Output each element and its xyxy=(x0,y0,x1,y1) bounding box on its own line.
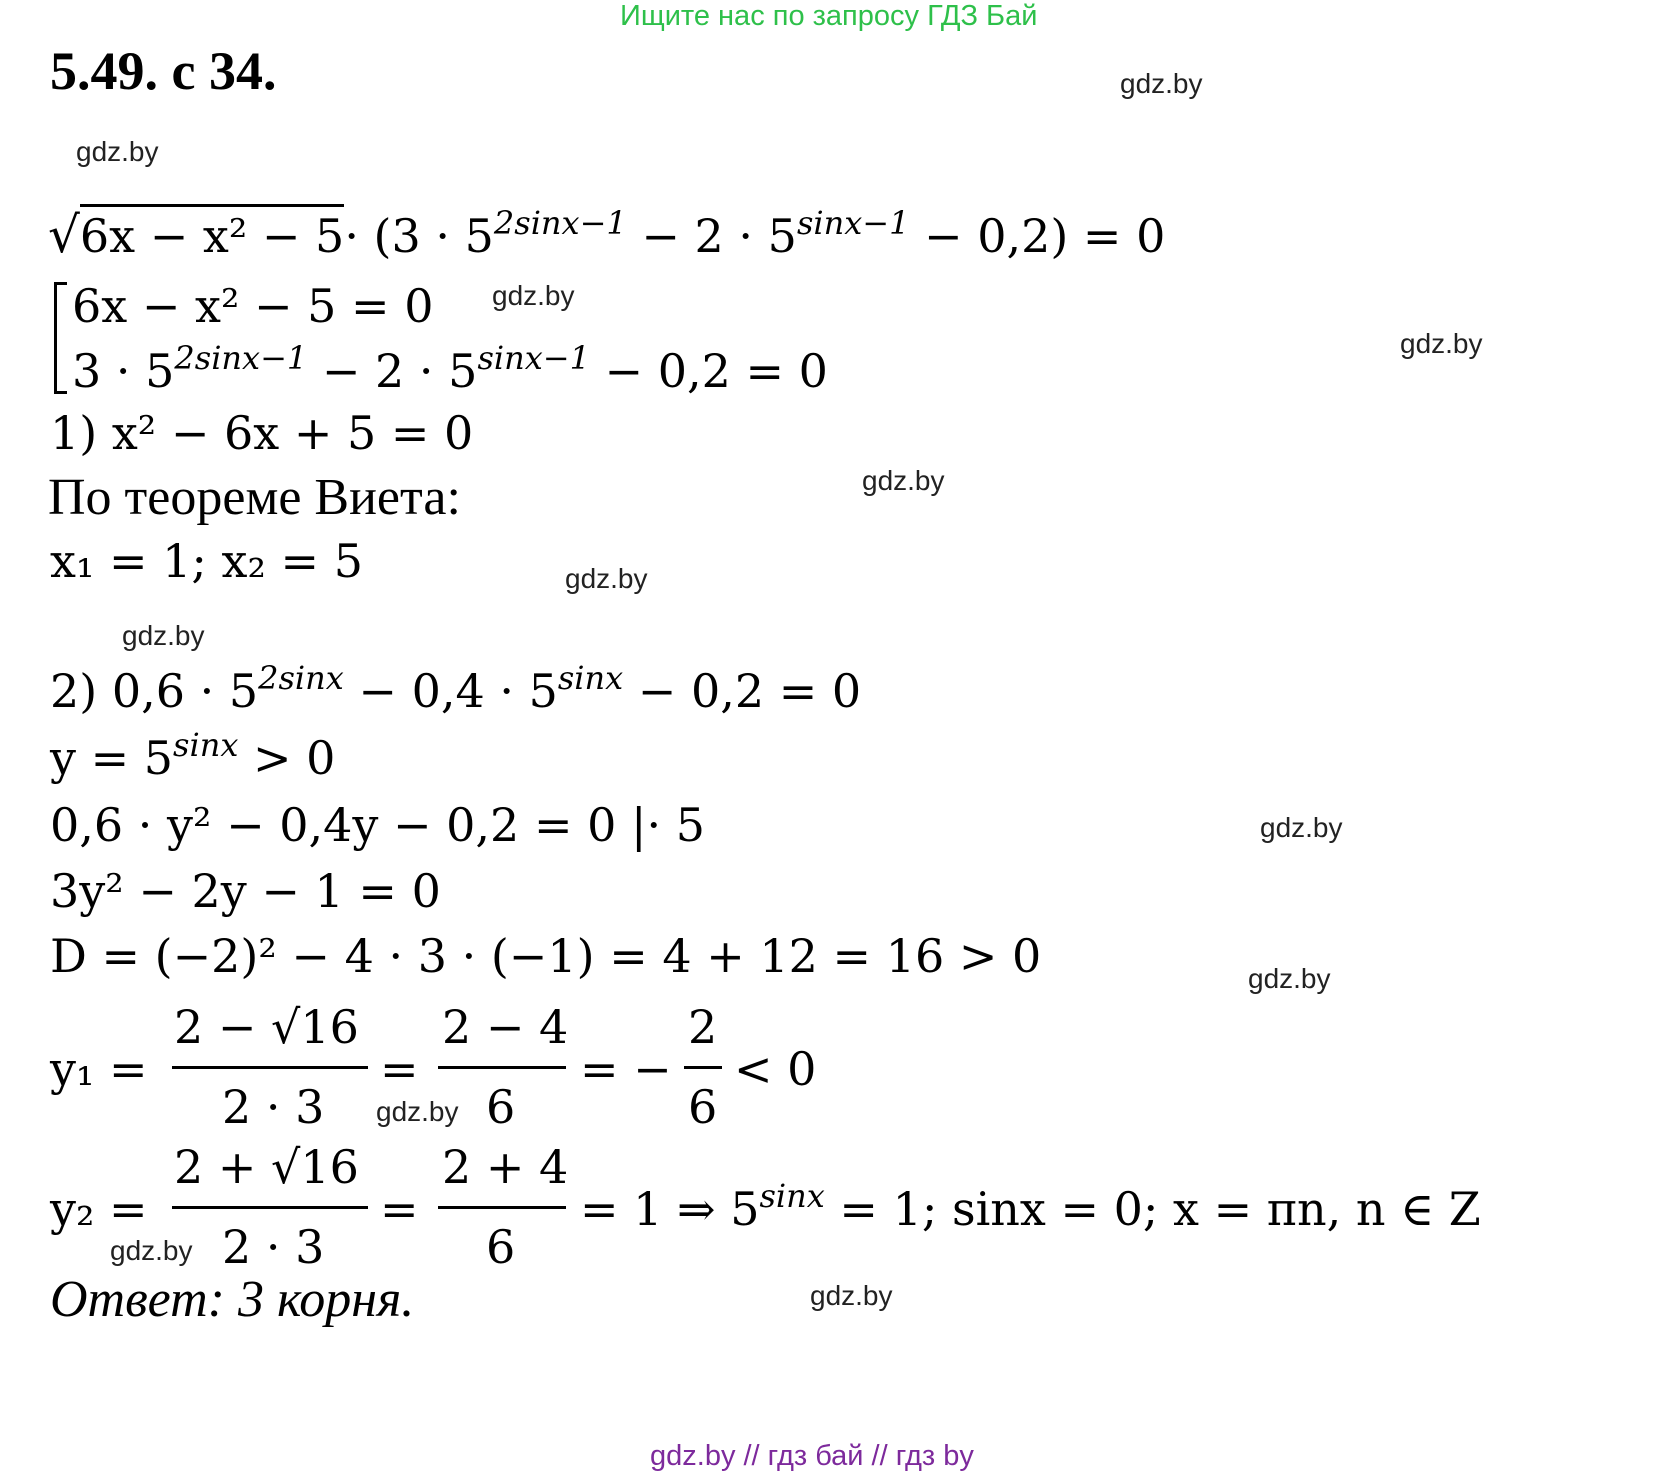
fraction-bar xyxy=(172,1206,368,1209)
exponent: sinx xyxy=(759,1177,825,1215)
equals: = xyxy=(380,1042,419,1096)
watermark: gdz.by xyxy=(376,1096,459,1127)
eq-part: > 0 xyxy=(238,731,336,785)
system-eq-2 xyxy=(72,339,828,398)
quadratic-y: 0,6 · y² − 0,4y − 0,2 = 0 |· 5 xyxy=(50,798,706,852)
y2-result xyxy=(580,1177,1481,1236)
exponent: sinx−1 xyxy=(477,339,590,377)
watermark: gdz.by xyxy=(492,280,575,311)
eq-part: = 1; sinx = 0; x = πn, n ∈ Z xyxy=(824,1182,1481,1236)
fraction-numerator: 2 + √16 xyxy=(174,1140,359,1194)
answer: Ответ: 3 корня. xyxy=(50,1271,415,1328)
eq-part: = 1 ⇒ 5 xyxy=(580,1182,760,1236)
quadratic-y-simplified: 3y² − 2y − 1 = 0 xyxy=(50,864,441,918)
fraction-denominator: 2 · 3 xyxy=(222,1080,325,1134)
fraction-denominator: 2 · 3 xyxy=(222,1220,325,1274)
system-bracket xyxy=(54,282,67,394)
eq-part: − 2 · 5 xyxy=(626,209,797,263)
fraction-numerator: 2 xyxy=(688,1000,718,1054)
exponent: 2sinx xyxy=(258,659,344,697)
exponent: 2sinx−1 xyxy=(174,339,308,377)
fraction-denominator: 6 xyxy=(486,1080,516,1134)
y2-label: y₂ = xyxy=(50,1182,148,1236)
fraction-bar xyxy=(438,1066,566,1069)
watermark: gdz.by xyxy=(76,136,159,167)
equals: = xyxy=(380,1182,419,1236)
main-equation: $√6x - x^2 - 5\cdot (3 \cdot 5^{2sinx-1} - 2 \cdot 5^{sinx-1} - 0,2) = 0$ xyxy=(48,204,1166,264)
watermark: gdz.by xyxy=(862,465,945,496)
fraction-bar xyxy=(172,1066,368,1069)
fraction-denominator: 6 xyxy=(486,1220,516,1274)
fraction-numerator: 2 − 4 xyxy=(442,1000,569,1054)
fraction-numerator: 2 − √16 xyxy=(174,1000,359,1054)
exponent: 2sinx−1 xyxy=(493,204,627,242)
system-eq-1: 6x − x² − 5 = 0 xyxy=(72,279,434,333)
eq-part: 3 · 5 xyxy=(72,344,175,398)
eq-part: 2) 0,6 · 5 xyxy=(50,664,259,718)
eq-part: − 0,2 = 0 xyxy=(589,344,828,398)
search-banner: Ищите нас по запросу ГДЗ Бай xyxy=(620,0,1038,32)
fraction-denominator: 6 xyxy=(688,1080,718,1134)
roots-x: x₁ = 1; x₂ = 5 xyxy=(50,534,363,588)
footer-links: gdz.by // гдз бай // гдз by xyxy=(650,1440,974,1472)
watermark: gdz.by xyxy=(1260,812,1343,843)
exponent: sinx−1 xyxy=(796,204,910,242)
eq-part: − 0,2) = 0 xyxy=(909,209,1166,263)
fraction-bar xyxy=(684,1066,722,1069)
equals: = − xyxy=(580,1042,672,1096)
fraction-bar xyxy=(438,1206,566,1209)
watermark: gdz.by xyxy=(110,1235,193,1266)
problem-heading: 5.49. с 34. xyxy=(50,41,277,101)
step-1: 1) x² − 6x + 5 = 0 xyxy=(50,406,474,460)
y1-label: y₁ = xyxy=(50,1042,148,1096)
inequality: < 0 xyxy=(734,1042,817,1096)
exponent: sinx xyxy=(173,726,239,764)
eq-part: − 0,4 · 5 xyxy=(343,664,558,718)
exponent: sinx xyxy=(557,659,624,697)
substitution xyxy=(50,726,336,785)
discriminant: D = (−2)² − 4 · 3 · (−1) = 4 + 12 = 16 > 0 xyxy=(50,929,1042,983)
step-2 xyxy=(50,659,862,718)
sqrt-body: 6x − x² − 5 xyxy=(80,204,344,263)
eq-part: y = 5 xyxy=(50,731,174,785)
vieta-text: По теореме Виета: xyxy=(48,469,461,526)
fraction-numerator: 2 + 4 xyxy=(442,1140,569,1194)
watermark: gdz.by xyxy=(565,563,648,594)
watermark: gdz.by xyxy=(810,1280,893,1311)
watermark: gdz.by xyxy=(1400,328,1483,359)
eq-part: · (3 · 5 xyxy=(344,209,494,263)
watermark: gdz.by xyxy=(1248,963,1331,994)
eq-part: − 2 · 5 xyxy=(307,344,478,398)
watermark: gdz.by xyxy=(122,620,205,651)
eq-part: − 0,2 = 0 xyxy=(623,664,862,718)
watermark: gdz.by xyxy=(1120,68,1203,99)
